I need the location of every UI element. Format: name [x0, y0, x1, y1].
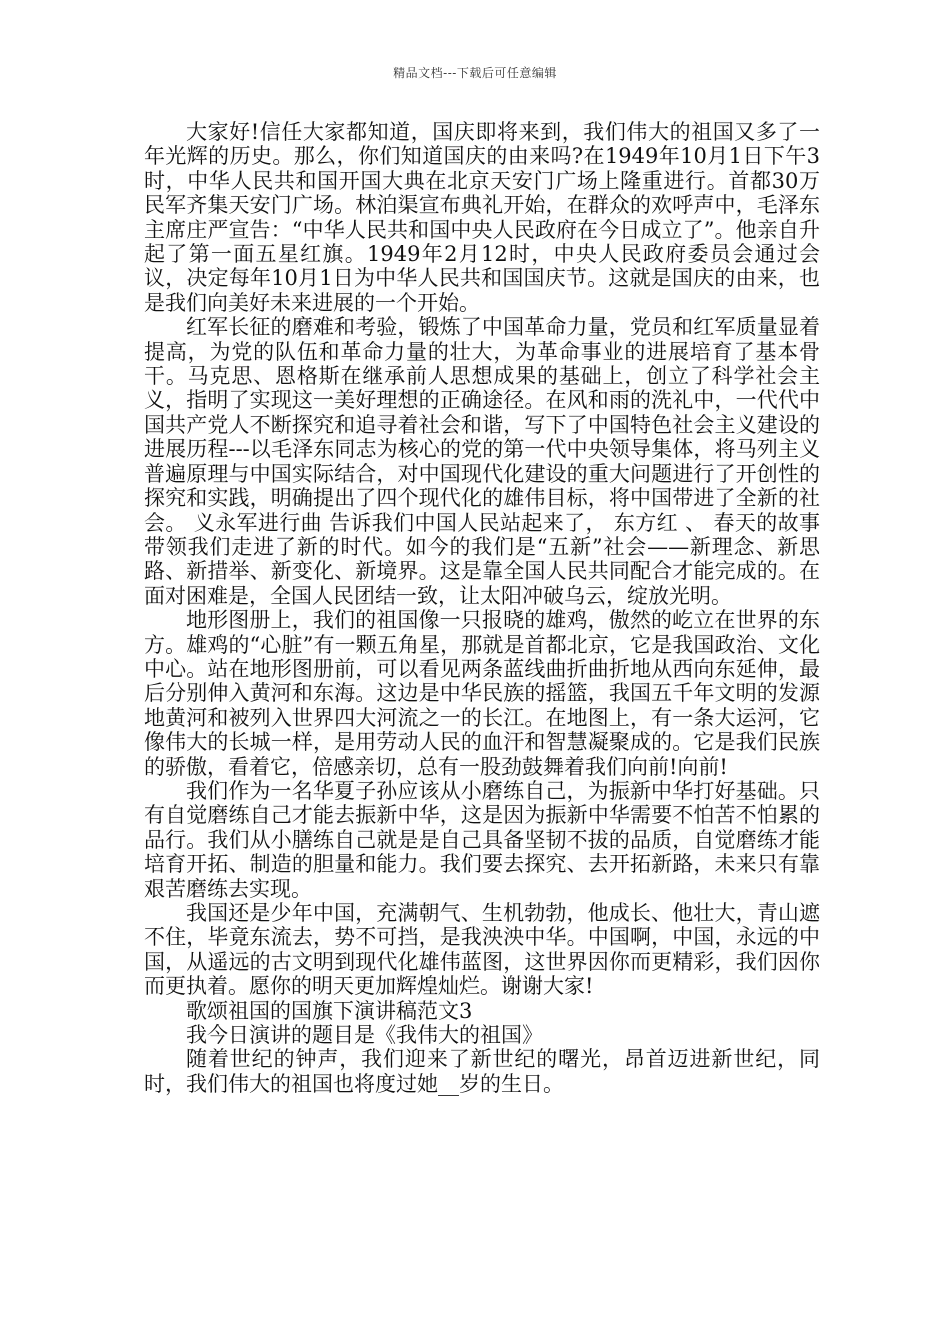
speech-topic: 我今日演讲的题目是《我伟大的祖国》: [186, 1023, 543, 1048]
document-body: [144, 120, 820, 1096]
page-header: 精品文档---下载后可任意编辑: [393, 66, 557, 80]
paragraph-long-march: 红军长征的磨难和考验，锻炼了中国革命力量，党员和红军质量显着提高，为党的队伍和革命力量的壮大，为革命事业的进展培育了基本骨干。马克思、恩格斯在继承前人思想成果的基础上，创立了科学社会主义，指明了实现这一美好理想的正确途径。在风和雨的洗礼中，一代代中国共产党人不断探究和追寻着社会和谐，写下了中国特色社会主义建设的进展历程---以毛泽东同志为核心的党的第一代中央领导集体，将马列主义普遍原理与中国实际结合，对中国现代化建设的重大问题进行了开创性的探究和实践，明确提出了四个现代化的雄伟目标，将中国带进了全新的社会。 义永军进行曲 告诉我们中国人民站起来了， 东方红 、 春天的故事 带领我们走进了新的时代。如今的我们是“五新”社会——新理念、新思路、新措举、新变化、新境界。这是靠全国人民共同配合才能完成的。在面对困难是，全国人民团结一致，让太阳冲破乌云，绽放光明。: [144, 315, 820, 608]
paragraph-map: 地形图册上，我们的祖国像一只报晓的雄鸡，傲然的屹立在世界的东方。雄鸡的“心脏”有一颗五角星，那就是首都北京，它是我国政治、文化中心。站在地形图册前，可以看见两条蓝线曲折曲折地从西向东延伸，最后分别伸入黄河和东海。这边是中华民族的摇篮，我国五千年文明的发源地黄河和被列入世界四大河流之一的长江。在地图上，有一条大运河，它像伟大的长城一样，是用劳动人民的血汗和智慧凝聚成的。它是我们民族的骄傲，看着它，倍感亲切，总有一股劲鼓舞着我们向前!向前!: [144, 608, 820, 779]
section-title: 歌颂祖国的国旗下演讲稿范文3: [186, 998, 473, 1023]
paragraph-self-discipline: 我们作为一名华夏子孙应该从小磨练自己，为振新中华打好基础。只有自觉磨练自己才能去振新中华，这是因为振新中华需要不怕苦不怕累的品行。我们从小膳练自己就是是自己具备坚韧不拔的品质，自觉磨练才能培育开拓、制造的胆量和能力。我们要去探究、去开拓新路，未来只有靠艰苦磨练去实现。: [144, 778, 820, 901]
paragraph-national-day-origin: 大家好!信任大家都知道，国庆即将来到，我们伟大的祖国又多了一年光辉的历史。那么，你们知道国庆的由来吗?在1949年10月1日下午3时，中华人民共和国开国大典在北京天安门广场上隆重进行。首都30万民军齐集天安门广场。林泊渠宣布典礼开始，在群众的欢呼声中，毛泽东主席庄严宣告：“中华人民共和国中央人民政府在今日成立了”。他亲自升起了第一面五星红旗。1949年2月12时，中央人民政府委员会通过会议，决定每年10月1日为中华人民共和国国庆节。这就是国庆的由来，也是我们向美好未来进展的一个开始。: [144, 120, 820, 315]
paragraph-young-china: 我国还是少年中国，充满朝气、生机勃勃，他成长、他壮大，青山遮不住，毕竟东流去，势不可挡，是我泱泱中华。中国啊，中国，永远的中国，从遥远的古文明到现代化雄伟蓝图，这世界因你而更精彩，我们因你而更执着。愿你的明天更加辉煌灿烂。谢谢大家!: [144, 901, 820, 999]
paragraph-new-century: 随着世纪的钟声，我们迎来了新世纪的曙光，昂首迈进新世纪，同时，我们伟大的祖国也将度过她__岁的生日。: [144, 1047, 820, 1096]
